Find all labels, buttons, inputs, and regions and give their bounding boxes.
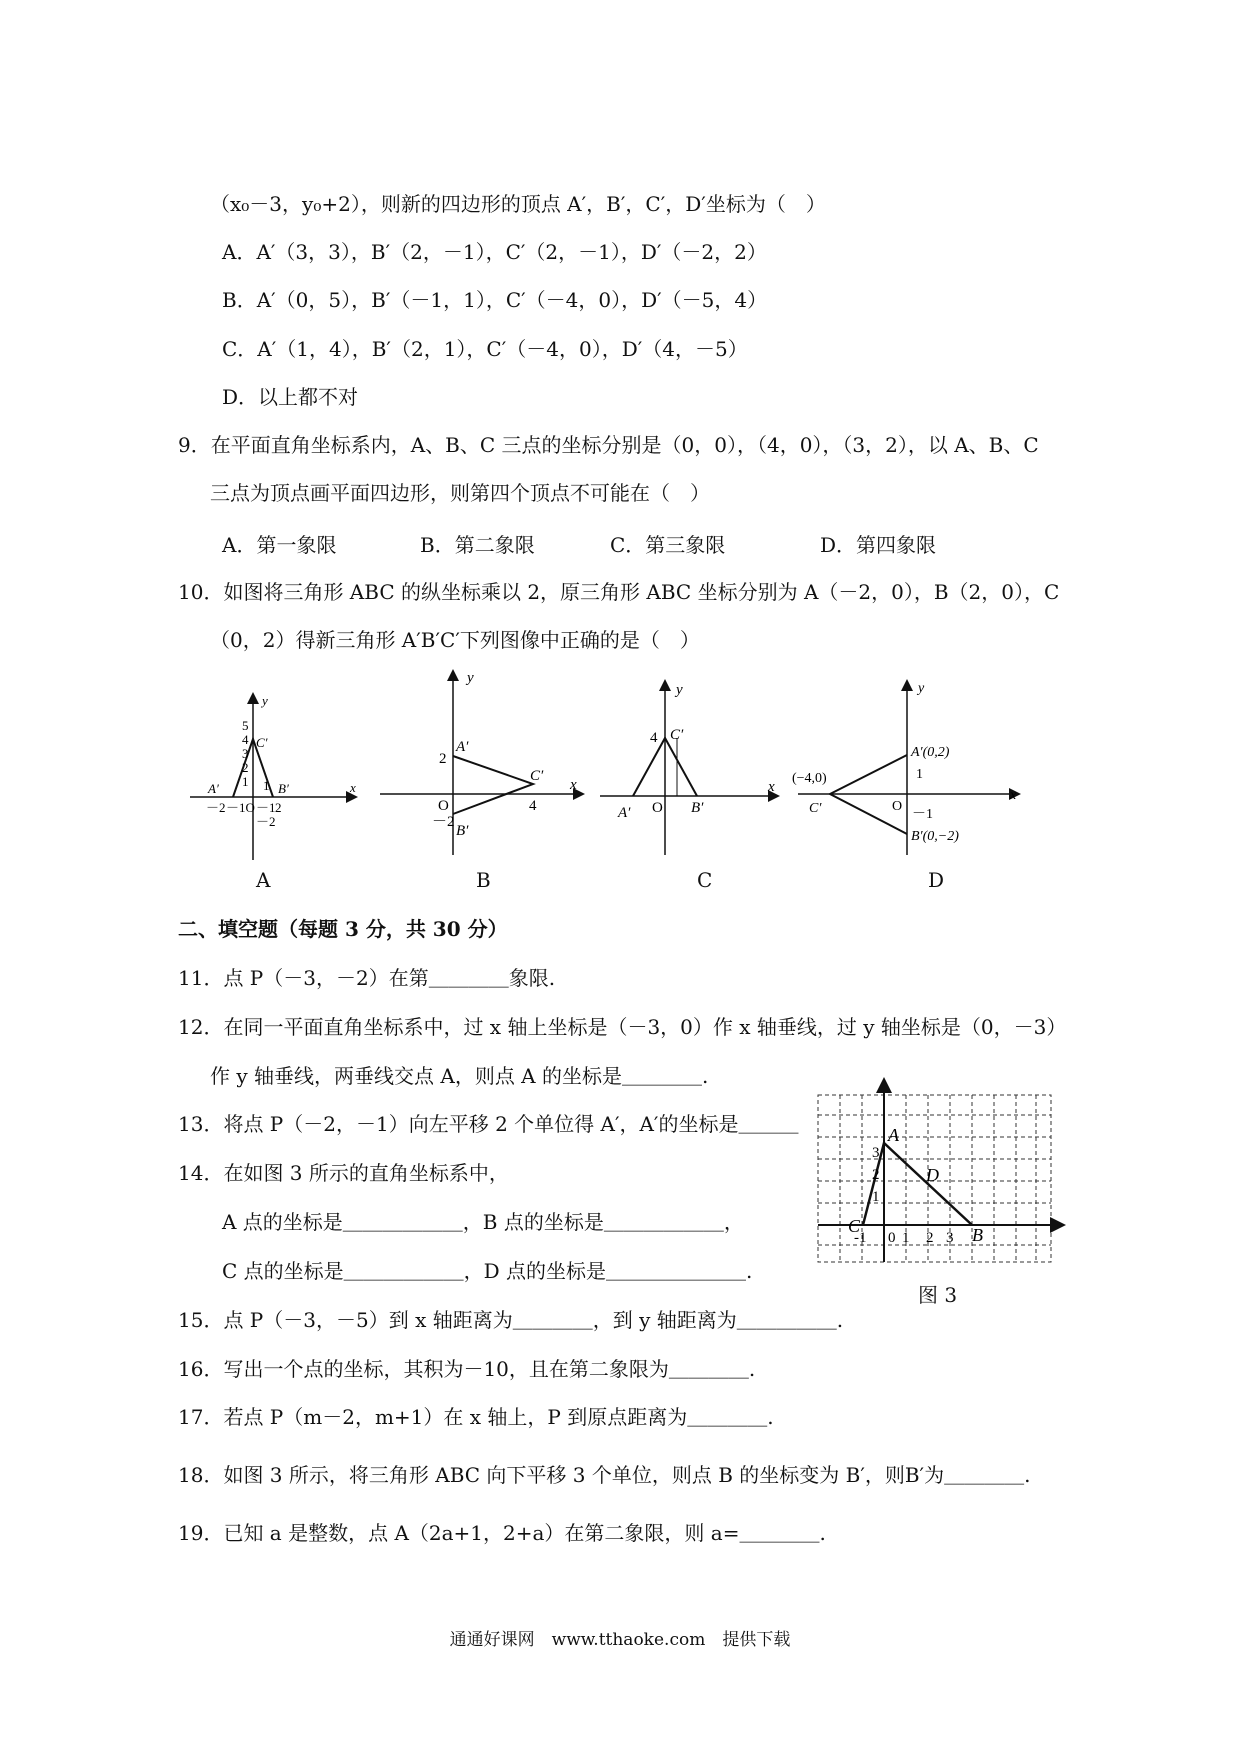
fig-caption-a: A — [256, 868, 271, 892]
fig-b-y-label: y — [467, 670, 474, 686]
fig-a-x-label: x — [350, 780, 356, 795]
fig3-y-tick-3: 3 — [872, 1145, 880, 1161]
fig-b-tick-4: 4 — [529, 798, 537, 814]
fig-a-x-1: 1 — [263, 778, 270, 793]
fig-b-b-prime: B′ — [456, 823, 469, 839]
q16: 16．写出一个点的坐标，其积为－10，且在第二象限为＿＿＿＿. — [178, 1357, 756, 1381]
q10-figures — [180, 660, 1040, 880]
q18: 18．如图 3 所示，将三角形 ABC 向下平移 3 个单位，则点 B 的坐标变为 B′，则B′为＿＿＿＿. — [178, 1463, 1031, 1487]
q13: 13．将点 P（－2，－1）向左平移 2 个单位得 A′，A′的坐标是＿＿＿ — [178, 1112, 799, 1136]
q9-option-a: A．第一象限 — [222, 533, 337, 557]
fig-b-x-label: x — [570, 777, 577, 793]
fig3-x-tick-neg1: -1 — [854, 1230, 867, 1246]
fig-d-x-label: x — [1010, 788, 1017, 803]
q12-line2: 作 y 轴垂线，两垂线交点 A，则点 A 的坐标是＿＿＿＿. — [210, 1064, 709, 1088]
fig-c-a-prime: A′ — [618, 805, 631, 821]
q19: 19．已知 a 是整数，点 A（2a+1，2+a）在第二象限，则 a=＿＿＿＿. — [178, 1521, 826, 1545]
figure-3 — [810, 1075, 1070, 1275]
fig3-label-a: A — [888, 1125, 899, 1145]
section-2-title: 二、填空题（每题 3 分，共 30 分） — [178, 917, 508, 941]
figure-c — [600, 682, 777, 855]
fig-a-x-neg2: －2 — [206, 800, 226, 815]
q12-line1: 12．在同一平面直角坐标系中，过 x 轴上坐标是（－3，0）作 x 轴垂线，过 y 轴坐标是（0，－3） — [178, 1015, 1067, 1039]
fig-c-x-label: x — [768, 779, 775, 795]
fig-b-a-prime: A′ — [456, 739, 469, 755]
q9-option-d: D．第四象限 — [820, 533, 937, 557]
figure-d — [792, 681, 1018, 855]
q11: 11．点 P（－3，－2）在第＿＿＿＿象限. — [178, 966, 556, 990]
q14-line3: C 点的坐标是＿＿＿＿＿＿，D 点的坐标是＿＿＿＿＿＿＿. — [222, 1259, 753, 1283]
fig-a-tick-4: 4 — [242, 732, 249, 747]
fig-a-x-2: 2 — [275, 800, 282, 815]
q9-option-b: B．第二象限 — [420, 533, 535, 557]
fig-a-tick-1: 1 — [242, 774, 249, 789]
fig-c-origin: O — [652, 800, 663, 816]
fig-caption-b: B — [476, 868, 491, 892]
fig-d-c-prime: C′ — [809, 801, 822, 816]
q10-line2: （0，2）得新三角形 A′B′C′下列图像中正确的是（ ） — [210, 628, 700, 652]
fig3-label-b: B — [972, 1225, 983, 1245]
figure-b — [380, 670, 582, 855]
fig-d-tick-1: 1 — [916, 767, 923, 782]
fig-c-tick-4: 4 — [650, 730, 658, 746]
fig3-x-tick-3: 3 — [946, 1230, 954, 1246]
fig3-y-tick-1: 1 — [872, 1189, 880, 1205]
fig3-x-tick-0: 0 — [888, 1230, 896, 1246]
fig-a-y-label: y — [262, 693, 268, 708]
fig-c-b-prime: B′ — [691, 800, 704, 816]
fig-b-c-prime: C′ — [530, 768, 544, 784]
q15: 15．点 P（－3，－5）到 x 轴距离为＿＿＿＿，到 y 轴距离为＿＿＿＿＿. — [178, 1308, 844, 1332]
fig3-x-tick-2: 2 — [926, 1230, 934, 1246]
fig-d-a-prime: A′(0,2) — [911, 745, 950, 760]
q8-option-b: B．A′（0，5），B′（－1，1），C′（－4，0），D′（－5，4） — [222, 288, 768, 312]
fig3-y-tick-2: 2 — [872, 1167, 880, 1183]
q17: 17．若点 P（m－2，m+1）在 x 轴上，P 到原点距离为＿＿＿＿. — [178, 1405, 774, 1429]
fig-a-y-neg2: －2 — [256, 814, 276, 829]
q8-option-d: D．以上都不对 — [222, 385, 359, 409]
fig-caption-c: C — [697, 868, 713, 892]
fig-a-tick-2: 2 — [242, 760, 249, 775]
fig-a-tick-5: 5 — [242, 718, 249, 733]
q9-line2: 三点为顶点画平面四边形，则第四个顶点不可能在（ ） — [210, 481, 710, 505]
q14-line1: 14．在如图 3 所示的直角坐标系中， — [178, 1161, 509, 1185]
fig-c-c-prime: C′ — [670, 727, 684, 743]
fig3-x-tick-1: 1 — [902, 1230, 910, 1246]
fig3-label-c: C — [848, 1216, 861, 1236]
q8-stem-continuation: （x₀－3，y₀+2），则新的四边形的顶点 A′，B′，C′，D′坐标为（ ） — [210, 192, 826, 216]
fig3-caption: 图 3 — [918, 1283, 958, 1307]
fig-d-tick-neg1: －1 — [912, 807, 933, 822]
fig-a-b-prime: B′ — [278, 781, 289, 796]
fig-b-tick-2: 2 — [439, 751, 447, 767]
q8-option-a: A．A′（3，3），B′（2，－1），C′（2，－1），D′（－2，2） — [222, 240, 767, 264]
fig-d-b-prime: B′(0,−2) — [911, 829, 959, 844]
page-footer: 通通好课网 www.tthaoke.com 提供下载 — [449, 1630, 791, 1650]
fig3-label-d: D — [926, 1165, 939, 1185]
fig-d-origin: O — [892, 799, 903, 814]
fig-b-tick-neg2: －2 — [432, 814, 455, 830]
q8-option-c: C．A′（1，4），B′（2，1），C′（－4，0），D′（4，－5） — [222, 337, 748, 361]
q9-line1: 9．在平面直角坐标系内，A、B、C 三点的坐标分别是（0，0），（4，0），（3，2），以 A、B、C — [178, 433, 1039, 457]
fig-caption-d: D — [928, 868, 945, 892]
fig-a-y-neg1: －1 — [256, 800, 276, 815]
fig-a-c-prime: C′ — [256, 735, 268, 750]
fig-b-origin: O — [438, 798, 449, 814]
fig-a-x-neg1: －1O — [226, 800, 255, 815]
fig-a-tick-3: 3 — [242, 746, 249, 761]
q9-options — [222, 529, 936, 558]
q14-line2: A 点的坐标是＿＿＿＿＿＿，B 点的坐标是＿＿＿＿＿＿， — [222, 1210, 744, 1234]
q10-line1: 10．如图将三角形 ABC 的纵坐标乘以 2，原三角形 ABC 坐标分别为 A（－2，0），B（2，0），C — [178, 580, 1060, 604]
fig-a-a-prime: A′ — [208, 781, 219, 796]
fig-d-point-neg4: (−4,0) — [792, 771, 827, 786]
figure-a — [190, 693, 356, 860]
q9-option-c: C．第三象限 — [610, 533, 726, 557]
fig-d-y-label: y — [918, 681, 925, 696]
fig-c-y-label: y — [676, 682, 683, 698]
